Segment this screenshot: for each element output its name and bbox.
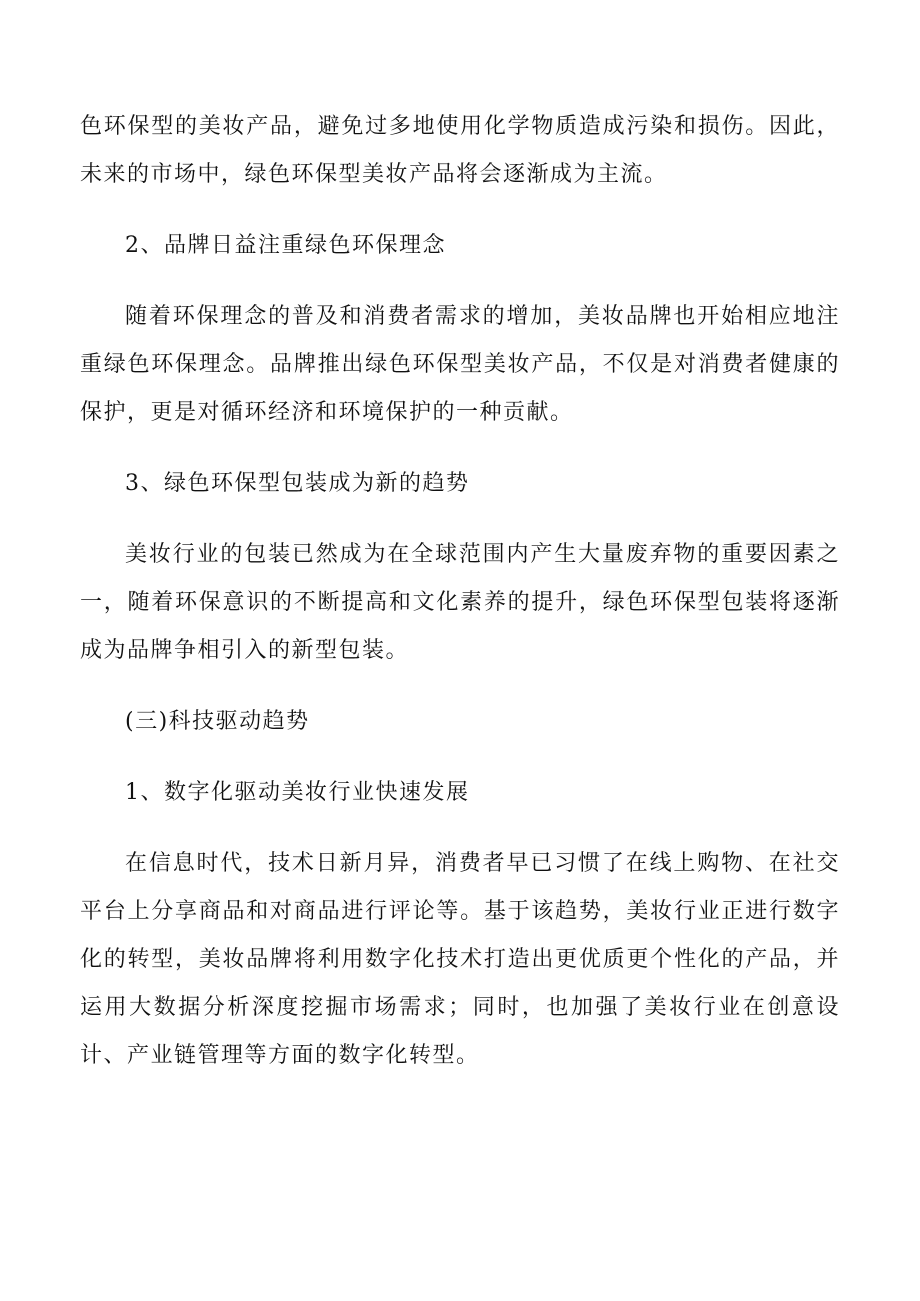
- heading-digitalization: 1、数字化驱动美妆行业快速发展: [125, 780, 470, 805]
- paragraph-digitalization: 在信息时代，技术日新月异，消费者早已习惯了在线上购物、在社交平台上分享商品和对商品进行评论等。基于该趋势，美妆行业正进行数字化的转型，美妆品牌将利用数字化技术打造出更优质更个性化的产品，并运用大数据分析深度挖掘市场需求；同时，也加强了美妆行业在创意设计、产业链管理等方面的数字化转型。: [80, 851, 840, 1068]
- paragraph-green-packaging: 美妆行业的包装已然成为在全球范围内产生大量废弃物的重要因素之一，随着环保意识的不断提高和文化素养的提升，绿色环保型包装将逐渐成为品牌争相引入的新型包装。: [80, 542, 840, 663]
- heading-tech-driven-trend: (三)科技驱动趋势: [125, 709, 310, 734]
- paragraph-brand-green-concept: 随着环保理念的普及和消费者需求的增加，美妆品牌也开始相应地注重绿色环保理念。品牌推出绿色环保型美妆产品，不仅是对消费者健康的保护，更是对循环经济和环境保护的一种贡献。: [80, 304, 840, 425]
- heading-green-packaging: 3、绿色环保型包装成为新的趋势: [125, 471, 470, 496]
- heading-brand-green-concept: 2、品牌日益注重绿色环保理念: [125, 233, 446, 258]
- paragraph-green-products-continuation: 色环保型的美妆产品，避免过多地使用化学物质造成污染和损伤。因此，未来的市场中，绿色环保型美妆产品将会逐渐成为主流。: [80, 114, 840, 187]
